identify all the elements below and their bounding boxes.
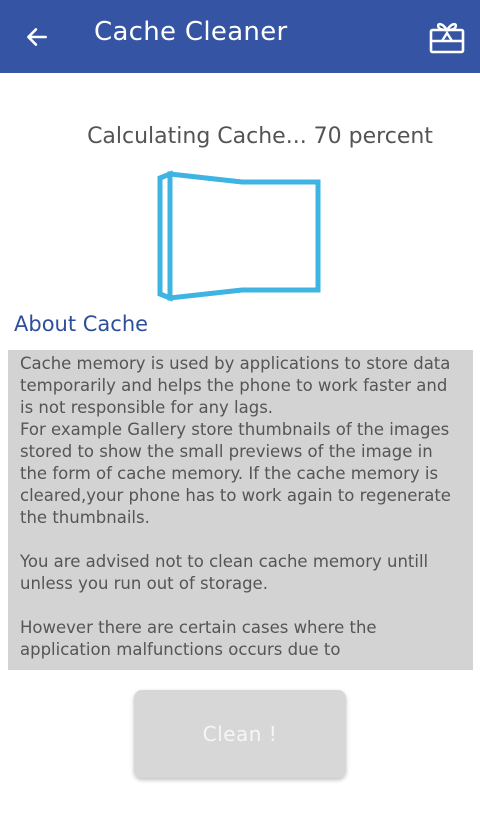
about-cache-panel[interactable]	[8, 350, 473, 670]
clean-button[interactable]: Clean !	[134, 690, 346, 778]
about-paragraph: However there are certain cases where the application malfunctions occurs due to	[20, 618, 377, 659]
about-paragraph: You are advised not to clean cache memory untill unless you run out of storage.	[20, 552, 429, 593]
arrow-left-icon	[24, 24, 50, 50]
back-button[interactable]	[20, 20, 54, 54]
app-bar	[0, 0, 480, 73]
about-cache-heading: About Cache	[14, 312, 149, 336]
folder-scan-icon	[150, 168, 330, 303]
about-paragraph: Cache memory is used by applications to store data temporarily and helps the phone to work faster and is not responsible for any lags. For example Gallery store thumbnails of the images stored to show the small previews of the image in the form of cache memory. If the cache memory is cleared,your phone has to work again to regenerate the thumbnails.	[20, 354, 451, 527]
gift-icon	[428, 19, 466, 55]
app-title: Cache Cleaner	[94, 17, 288, 47]
about-cache-text	[8, 350, 473, 661]
gift-button[interactable]	[426, 16, 468, 58]
cache-status-text: Calculating Cache... 70 percent	[87, 124, 433, 149]
